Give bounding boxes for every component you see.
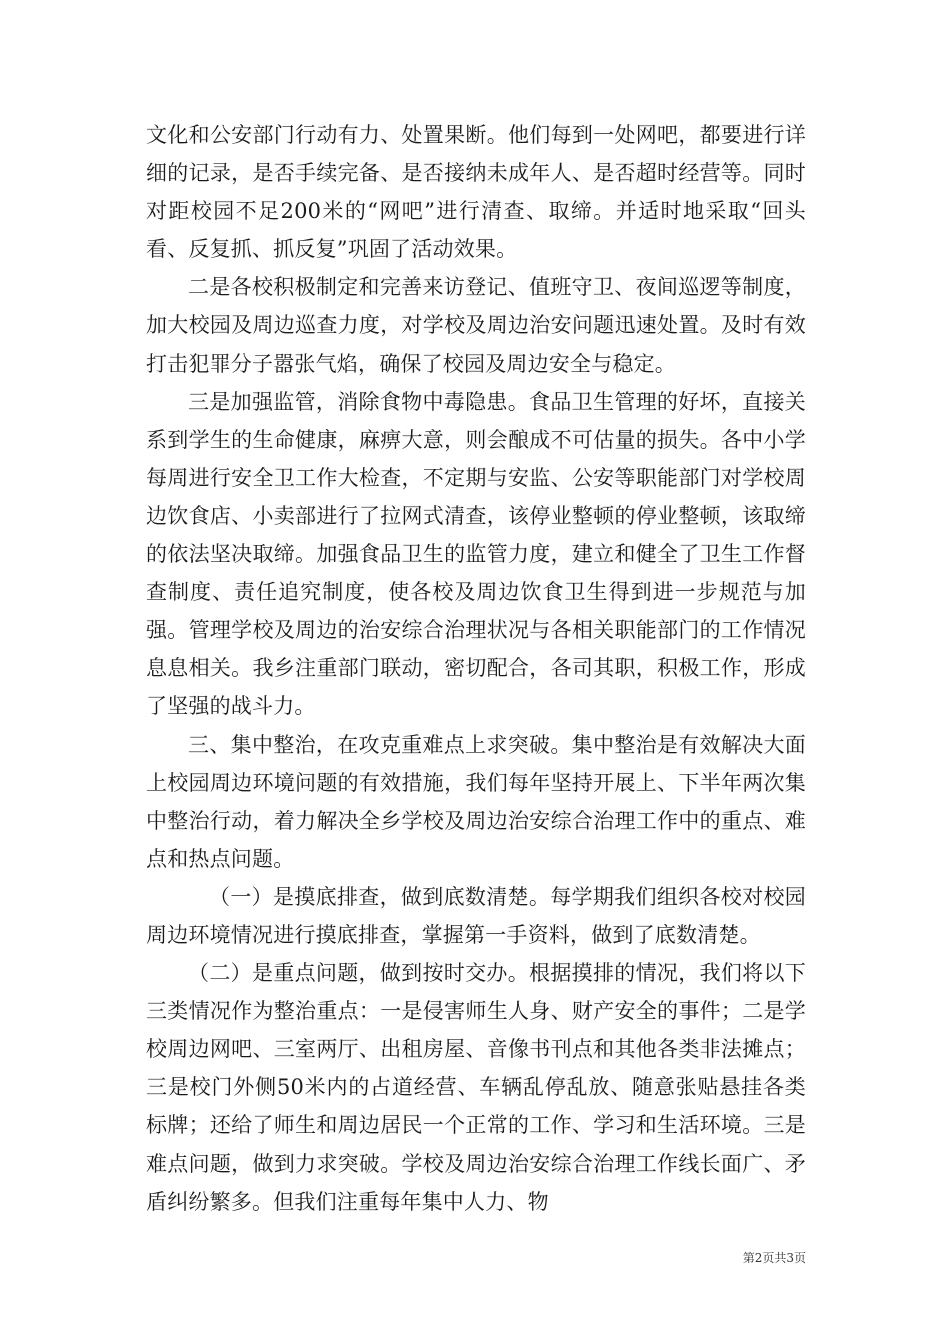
document-body (146, 116, 806, 1221)
paragraph-continuation: 文化和公安部门行动有力、处置果断。他们每到一处网吧，都要进行详细的记录，是否手续完备、是否接纳未成年人、是否超时经营等。同时对距校园不足200米的“网吧”进行清查、取缔。并适时地采取“回头看、反复抓、抓反复”巩固了活动效果。 (146, 123, 806, 262)
page-number: 第2页共3页 (742, 1251, 806, 1265)
paragraph-point-two: 二是各校积极制定和完善来访登记、值班守卫、夜间巡逻等制度，加大校园及周边巡查力度，对学校及周边治安问题迅速处置。及时有效打击犯罪分子嚣张气焰，确保了校园及周边安全与稳定。 (146, 275, 806, 376)
paragraph-section-three: 三、集中整治，在攻克重难点上求突破。集中整治是有效解决大面上校园周边环境问题的有效措施，我们每年坚持开展上、下半年两次集中整治行动，着力解决全乡学校及周边治安综合治理工作中的重点、难点和热点问题。 (146, 732, 806, 871)
paragraph-subpoint-one: （一）是摸底排查，做到底数清楚。每学期我们组织各校对校园周边环境情况进行摸底排查，掌握第一手资料，做到了底数清楚。 (146, 884, 806, 947)
paragraph-subpoint-two: （二）是重点问题，做到按时交办。根据摸排的情况，我们将以下三类情况作为整治重点：一是侵害师生人身、财产安全的事件；二是学校周边网吧、三室两厅、出租房屋、音像书刊点和其他各类非法摊点；三是校门外侧50米内的占道经营、车辆乱停乱放、随意张贴悬挂各类标牌；还给了师生和周边居民一个正常的工作、学习和生活环境。三是难点问题，做到力求突破。学校及周边治安综合治理工作线长面广、矛盾纠纷繁多。但我们注重每年集中人力、物 (146, 961, 806, 1214)
paragraph-point-three: 三是加强监管，消除食物中毒隐患。食品卫生管理的好坏，直接关系到学生的生命健康，麻痹大意，则会酿成不可估量的损失。各中小学每周进行安全卫工作大检查，不定期与安监、公安等职能部门对学校周边饮食店、小卖部进行了拉网式清查，该停业整顿的停业整顿，该取缔的依法坚决取缔。加强食品卫生的监管力度，建立和健全了卫生工作督查制度、责任追究制度，使各校及周边饮食卫生得到进一步规范与加强。管理学校及周边的治安综合治理状况与各相关职能部门的工作情况息息相关。我乡注重部门联动，密切配合，各司其职，积极工作，形成了坚强的战斗力。 (146, 389, 806, 719)
